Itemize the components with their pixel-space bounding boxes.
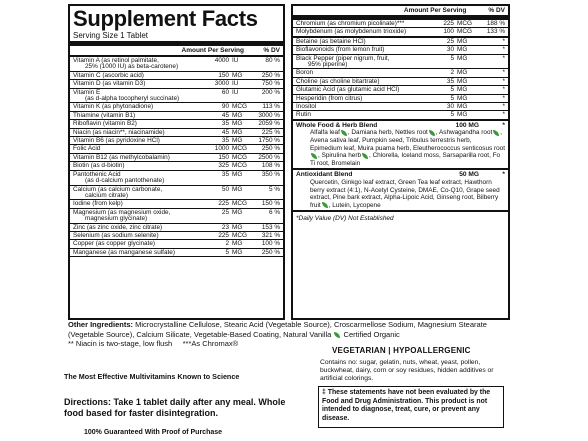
nutrient-amount: 25 (446, 37, 454, 45)
nutrient-unit: MG (232, 170, 243, 178)
nutrient-name: Folic Acid (73, 145, 101, 153)
nutrient-name: Inositol (296, 103, 317, 111)
column-header (70, 46, 283, 57)
blend-item: Chlorella, Iceland moss, Sarsaparilla root, Fo Ti root, Bromelain (310, 152, 501, 167)
nutrient-row (70, 80, 283, 88)
nutrient-row (293, 86, 508, 94)
organic-leaf-icon (341, 130, 347, 136)
serving-size: Serving Size 1 Tablet (70, 30, 283, 46)
nutrient-amount: 225 (443, 20, 454, 27)
nutrient-name: Niacin (as niacin**, niacinamide) (73, 128, 165, 136)
nutrient-unit: MCG (232, 162, 247, 170)
organic-leaf-icon (493, 130, 499, 136)
nutrient-name: Copper (as copper glycinate) (73, 240, 156, 248)
nutrient-amount: 100 (443, 28, 454, 36)
nutrient-row-sub (70, 177, 283, 185)
nutrient-row (293, 20, 508, 28)
nutrient-subtext: 25% (1000 IU) as beta-carotene) (85, 63, 179, 71)
nutrient-dv: 150 % (261, 200, 280, 208)
nutrient-dv: 200 % (261, 88, 280, 96)
amount-header: Amount Per Serving (181, 47, 244, 54)
nutrient-amount: 1000 (214, 145, 229, 153)
nutrient-amount: 225 (218, 200, 229, 208)
nutrient-subtext: magnesium glycinate) (85, 215, 148, 223)
organic-leaf-icon (322, 202, 328, 208)
nutrient-amount: 2 (225, 240, 229, 248)
nutrient-row-sub (70, 215, 283, 223)
blend-item: Damiana herb, Nettles root (351, 129, 428, 137)
other-ingredients (68, 320, 508, 349)
nutrient-unit: MG (457, 111, 468, 119)
nutrient-amount: 45 (221, 111, 229, 119)
nutrient-dv: * (502, 103, 505, 111)
nutrient-row (293, 111, 508, 120)
nutrient-unit: MG (232, 111, 243, 119)
nutrient-row (70, 112, 283, 120)
nutrient-name: Magnesium (as magnesium oxide, (73, 208, 171, 216)
blend-dv: * (502, 171, 505, 179)
nutrient-unit: MG (232, 137, 243, 145)
certified-organic: Certified Organic (343, 329, 400, 339)
nutrient-amount: 5 (450, 86, 454, 94)
fda-disclaimer: ‡ These statements have not been evaluated by the Food and Drug Administration. This product is not intended to diagnose, treat, cure, or prevent any disease. (318, 386, 504, 428)
nutrient-dv: * (502, 111, 505, 119)
nutrient-unit: MCG (232, 103, 247, 111)
nutrient-name: Glutamic Acid (as glutamic acid HCl) (296, 86, 400, 94)
nutrient-amount: 25 (221, 208, 229, 216)
nutrient-name: Molybdenum (as molybdenum trioxide) (296, 28, 407, 36)
nutrient-row (293, 103, 508, 111)
whole-food-blend (293, 121, 508, 171)
antioxidant-text-2: Lutein, Lycopene (332, 201, 381, 209)
nutrient-dv: 250 % (261, 71, 280, 79)
nutrient-row (293, 95, 508, 103)
nutrient-amount: 35 (221, 120, 229, 128)
nutrient-row (293, 46, 508, 54)
nutrient-name: Zinc (as zinc oxide, zinc citrate) (73, 223, 163, 231)
chromax-note: ***As Chromax® (182, 339, 239, 349)
nutrient-name: Thiamine (vitamin B1) (73, 111, 136, 119)
nutrient-row (293, 78, 508, 86)
nutrient-unit: IU (232, 57, 239, 64)
other-ingredients-label: Other Ingredients: (68, 320, 134, 329)
nutrient-amount: 90 (221, 103, 229, 111)
vegetarian-hypoallergenic: VEGETARIAN | HYPOALLERGENIC (332, 346, 471, 355)
nutrient-unit: MG (457, 86, 468, 94)
blend-ingredients: Alfalfa leaf , Damiana herb, Nettles root , Ashwagandha root , Avena sativa leaf, Pumpkin seed, Tribulus terrestris herb, Epimedium leaf, Muira puama herb, Eleutherococcus senticosus root, Spirulina herb , Chlorella, Iceland moss, Sarsaparilla root, Fo Ti root, Bromelain (310, 129, 506, 167)
nutrient-row (70, 249, 283, 257)
nutrient-row (70, 154, 283, 162)
organic-leaf-icon (362, 153, 368, 159)
nutrient-name: Black Pepper (piper nigrum, fruit, (296, 54, 390, 62)
nutrient-name: Vitamin E (73, 88, 101, 96)
nutrient-row-sub (70, 95, 283, 103)
nutrient-name: Vitamin C (ascorbic acid) (73, 71, 144, 79)
nutrient-name: Hesperidin (from citrus) (296, 94, 363, 102)
nutrient-name: Iodine (from kelp) (73, 200, 123, 208)
tagline: The Most Effective Multivitamins Known to Science (64, 372, 240, 381)
nutrient-unit: MG (457, 69, 468, 77)
nutrient-name: Selenium (as sodium selenite) (73, 231, 159, 239)
nutrient-unit: MG (457, 37, 468, 45)
nutrient-unit: MG (232, 128, 243, 136)
nutrient-name: Vitamin B6 (as pyridoxine HCl) (73, 137, 160, 145)
nutrient-row (70, 120, 283, 128)
guarantee: 100% Guaranteed With Proof of Purchase (84, 429, 223, 436)
nutrient-name: Vitamin D (as vitamin D3) (73, 80, 146, 88)
nutrient-amount: 35 (221, 170, 229, 178)
nutrient-amount: 5 (450, 111, 454, 119)
blend-amount: 100 MG (455, 121, 479, 129)
nutrient-name: Biotin (as d-biotin) (73, 162, 125, 170)
nutrient-unit: MCG (232, 200, 247, 208)
nutrient-amount: 4000 (214, 57, 229, 64)
nutrient-name: Choline (as choline bitartrate) (296, 77, 380, 85)
nutrient-unit: MG (457, 103, 468, 111)
nutrient-name: Vitamin K (as phytonadione) (73, 103, 154, 111)
antioxidant-text: Quercetin, Ginkgo leaf extract, Green Tea leaf extract, Hawthorn berry extract (4:1), N-Acetyl Cysteine, DMAE, Co-Q10, Grape seed extract, Pine bark extract, Alpha-Lipoic Acid, Ginseng root, Bilberry fruit (310, 179, 500, 209)
nutrient-amount: 30 (446, 46, 454, 54)
nutrient-dv: * (502, 37, 505, 45)
nutrient-dv: 5 % (268, 185, 280, 193)
nutrient-subtext: (as d-alpha tocopheryl succinate) (85, 95, 180, 103)
nutrient-unit: MG (232, 240, 243, 248)
nutrient-dv: 321 % (261, 231, 280, 239)
nutrient-row (70, 162, 283, 170)
nutrient-dv: 350 % (261, 170, 280, 178)
nutrient-amount: 35 (446, 77, 454, 85)
nutrient-unit: MCG (457, 20, 472, 27)
nutrient-name: Pantothenic Acid (73, 170, 121, 178)
blend-item: Ashwagandha root (438, 129, 493, 137)
blend-dv: * (502, 121, 505, 129)
blend-name: Whole Food & Herb Blend (296, 121, 378, 129)
nutrient-amount: 150 (218, 153, 229, 161)
nutrient-dv: 250 % (261, 145, 280, 153)
nutrient-dv: * (502, 46, 505, 54)
contains-no: Contains no: sugar, gelatin, nuts, wheat, yeast, pollen, buckwheat, dairy, corn or soy residues, hidden additives or artificial colorings. (320, 359, 494, 382)
nutrient-unit: MCG (232, 231, 247, 239)
nutrient-dv: 1750 % (258, 137, 280, 145)
blend-ingredients: Quercetin, Ginkgo leaf extract, Green Tea leaf extract, Hawthorn berry extract (4:1), N-Acetyl Cysteine, DMAE, Co-Q10, Grape seed extract, Pine bark extract, Alpha-Lipoic Acid, Ginseng root, Bilberry fruit , Lutein, Lycopene (310, 179, 500, 209)
antioxidant-blend (293, 170, 508, 212)
nutrient-list-left (70, 57, 283, 257)
blend-name: Antioxidant Blend (296, 171, 353, 179)
nutrient-dv: * (502, 69, 505, 77)
nutrient-amount: 35 (221, 137, 229, 145)
nutrient-unit: IU (232, 80, 239, 88)
organic-leaf-icon (429, 130, 435, 136)
other-ingredients-text: Microcrystalline Cellulose, Stearic Acid (Vegetable Source), Croscarmellose Sodium, Magnesium Stearate (Vegetable Source), Calcium Silicate, Vegetable-Based Coating, Natural Vanilla (68, 320, 487, 339)
nutrient-dv: 188 % (486, 20, 505, 27)
nutrient-dv: 153 % (261, 223, 280, 231)
nutrient-unit: MG (457, 94, 468, 102)
nutrient-unit: MG (232, 223, 243, 231)
nutrient-amount: 225 (218, 231, 229, 239)
nutrient-amount: 45 (221, 128, 229, 136)
nutrient-unit: MG (232, 248, 243, 256)
nutrient-name: Boron (296, 69, 314, 77)
nutrient-name: Betaine (as betaine HCl) (296, 37, 366, 45)
nutrient-row-sub (70, 63, 283, 71)
nutrient-row (293, 69, 508, 77)
nutrient-unit: MG (232, 120, 243, 128)
nutrient-name: Calcium (as calcium carbonate, (73, 185, 163, 193)
nutrient-list-right-top (293, 20, 508, 38)
blend-item: Avena sativa leaf, Pumpkin seed, Tribulus terrestris herb, Epimedium leaf, Muira puama herb, Eleutherococcus senticosus root (310, 137, 506, 152)
nutrient-amount: 150 (218, 71, 229, 79)
nutrient-dv: * (502, 86, 505, 94)
nutrient-subtext: calcium citrate) (85, 191, 128, 199)
blend-amount: 50 MG (459, 171, 479, 179)
nutrient-dv: * (502, 54, 505, 62)
nutrient-row-sub (293, 61, 508, 69)
nutrient-row (70, 103, 283, 111)
nutrient-name: Riboflavin (vitamin B2) (73, 120, 137, 128)
dv-header: % DV (263, 47, 280, 54)
nutrient-unit: MG (232, 185, 243, 193)
nutrient-unit: MG (457, 77, 468, 85)
column-header-right (293, 6, 508, 20)
dv-header: % DV (488, 7, 505, 14)
nutrient-dv: 750 % (261, 80, 280, 88)
nutrient-unit: MG (232, 208, 243, 216)
nutrient-amount: 5 (450, 54, 454, 62)
nutrient-row (70, 129, 283, 137)
nutrient-dv: 133 % (486, 28, 505, 36)
nutrient-row (70, 224, 283, 232)
nutrient-unit: MCG (232, 145, 247, 153)
nutrient-row (293, 28, 508, 37)
nutrient-amount: 50 (221, 185, 229, 193)
nutrient-row (70, 240, 283, 248)
nutrient-amount: 3000 (214, 80, 229, 88)
nutrient-amount: 2 (450, 69, 454, 77)
nutrient-list-right-mid (293, 38, 508, 70)
nutrient-dv: 108 % (261, 162, 280, 170)
niacin-note: ** Niacin is two-stage, low flush (68, 339, 173, 349)
nutrient-unit: MCG (232, 153, 247, 161)
nutrient-unit: MG (457, 46, 468, 54)
nutrient-amount: 23 (221, 223, 229, 231)
amount-header: Amount Per Serving (403, 7, 467, 14)
nutrient-amount: 30 (446, 103, 454, 111)
nutrient-name: Vitamin A (as retinol palmitate, (73, 57, 159, 64)
nutrient-dv: 225 % (261, 128, 280, 136)
nutrient-unit: IU (232, 88, 239, 96)
nutrient-unit: MG (232, 71, 243, 79)
nutrient-dv: 100 % (261, 240, 280, 248)
nutrient-dv: 250 % (261, 248, 280, 256)
nutrient-dv: 2500 % (258, 153, 280, 161)
panel-title: Supplement Facts (73, 6, 258, 31)
blend-item: Alfalfa leaf (310, 129, 340, 137)
nutrient-row (70, 137, 283, 145)
nutrient-subtext: 95% piperine) (308, 61, 348, 69)
nutrient-amount: 325 (218, 162, 229, 170)
organic-leaf-icon (311, 153, 317, 159)
nutrient-dv: 80 % (265, 57, 280, 64)
nutrient-subtext: (as d-calcium pantothenate) (85, 177, 165, 185)
nutrient-row-sub (70, 192, 283, 200)
nutrient-dv: 6 % (268, 208, 280, 216)
nutrient-row (70, 145, 283, 153)
nutrient-row (293, 38, 508, 46)
nutrient-name: Vitamin B12 (as methylcobalamin) (73, 153, 170, 161)
nutrient-dv: * (502, 94, 505, 102)
nutrient-amount: 5 (225, 248, 229, 256)
nutrient-dv: 2059 % (258, 120, 280, 128)
nutrient-name: Chromium (as chromium picolinate)*** (296, 20, 405, 27)
nutrient-name: Rutin (296, 111, 311, 119)
nutrient-name: Bioflavonoids (from lemon fruit) (296, 46, 385, 54)
nutrient-unit: MCG (457, 28, 472, 36)
nutrient-name: Manganese (as manganese sulfate) (73, 248, 175, 256)
organic-leaf-icon (334, 332, 340, 338)
supplement-facts-right-panel (291, 4, 510, 320)
nutrient-dv: 3000 % (258, 111, 280, 119)
nutrient-dv: 113 % (262, 103, 280, 111)
nutrient-dv: * (502, 77, 505, 85)
nutrient-row (70, 232, 283, 240)
nutrient-list-right-low (293, 69, 508, 120)
nutrient-amount: 60 (221, 88, 229, 96)
nutrient-unit: MG (457, 54, 468, 62)
dv-footnote: *Daily Value (DV) Not Established (296, 215, 394, 223)
blend-item: Spirulina herb (321, 152, 361, 160)
nutrient-row (70, 72, 283, 80)
directions: Directions: Take 1 tablet daily after any meal. Whole food based for faster disintegration. (64, 397, 286, 418)
supplement-facts-left-panel (68, 4, 285, 320)
nutrient-row (70, 200, 283, 208)
nutrient-amount: 5 (450, 94, 454, 102)
